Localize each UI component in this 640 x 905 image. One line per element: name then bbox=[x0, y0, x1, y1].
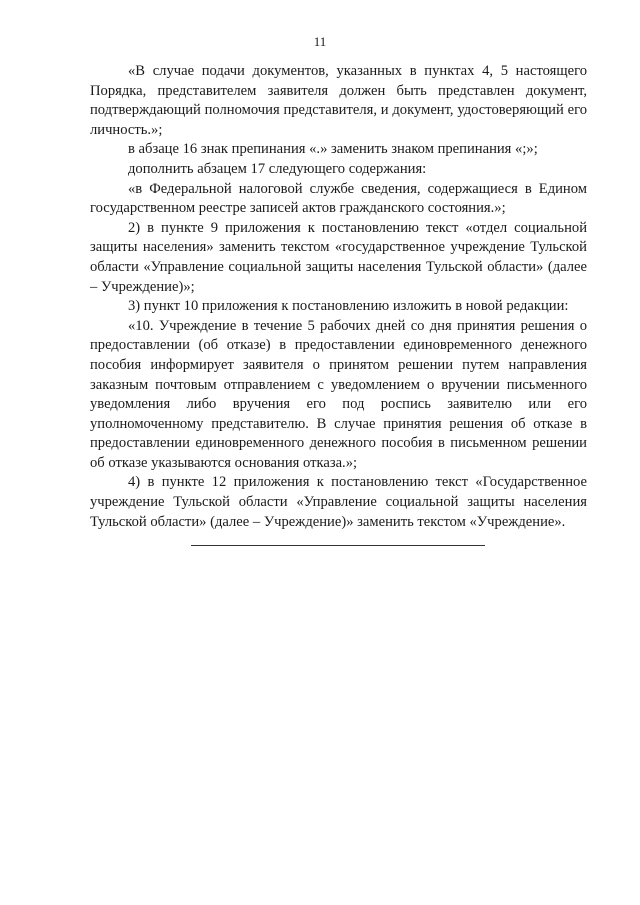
paragraph-item-10-text: «10. Учреждение в течение 5 рабочих дней со дня принятия решения о предоставлении (об отказе) в предоставлении единовременного денежного пособия информирует заявителя о принятом решении путем направления заказным почтовым отправлением с уведомлением о вручении письменного уведомления либо вручения его под роспись заявителю или его уполномоченному представителю. В случае принятия решения об отказе в предоставлении единовременного денежного пособия в письменном решении об отказе указываются основания отказа.»; bbox=[90, 317, 587, 471]
document-body bbox=[90, 62, 587, 532]
paragraph-clause-17-text: «в Федеральной налоговой службе сведения, содержащиеся в Едином государственном реестре записей актов гражданского состояния.»; bbox=[90, 180, 587, 217]
end-separator-line bbox=[191, 545, 485, 546]
paragraph-item-3: 3) пункт 10 приложения к постановлению изложить в новой редакции: bbox=[128, 298, 569, 315]
paragraph-item-4: 4) в пункте 12 приложения к постановлению текст «Государственное учреждение Тульской области «Управление социальной защиты населения Тульской области» (далее – Учреждение)» заменить текстом «Учреждение». bbox=[90, 474, 587, 530]
paragraph-representative-documents: «В случае подачи документов, указанных в пунктах 4, 5 настоящего Порядка, представителем заявителя должен быть представлен документ, подтверждающий полномочия представителя, и документ, удостоверяющий его личность.»; bbox=[90, 63, 587, 138]
paragraph-punctuation-change: в абзаце 16 знак препинания «.» заменить знаком препинания «;»; bbox=[128, 141, 538, 158]
paragraph-add-clause-17: дополнить абзацем 17 следующего содержания: bbox=[128, 160, 427, 177]
paragraph-item-2: 2) в пункте 9 приложения к постановлению текст «отдел социальной защиты населения» заменить текстом «государственное учреждение Тульской области «Управление социальной защиты населения Тульской области» (далее – Учреждение)»; bbox=[90, 219, 587, 295]
page-number: 11 bbox=[313, 34, 327, 49]
